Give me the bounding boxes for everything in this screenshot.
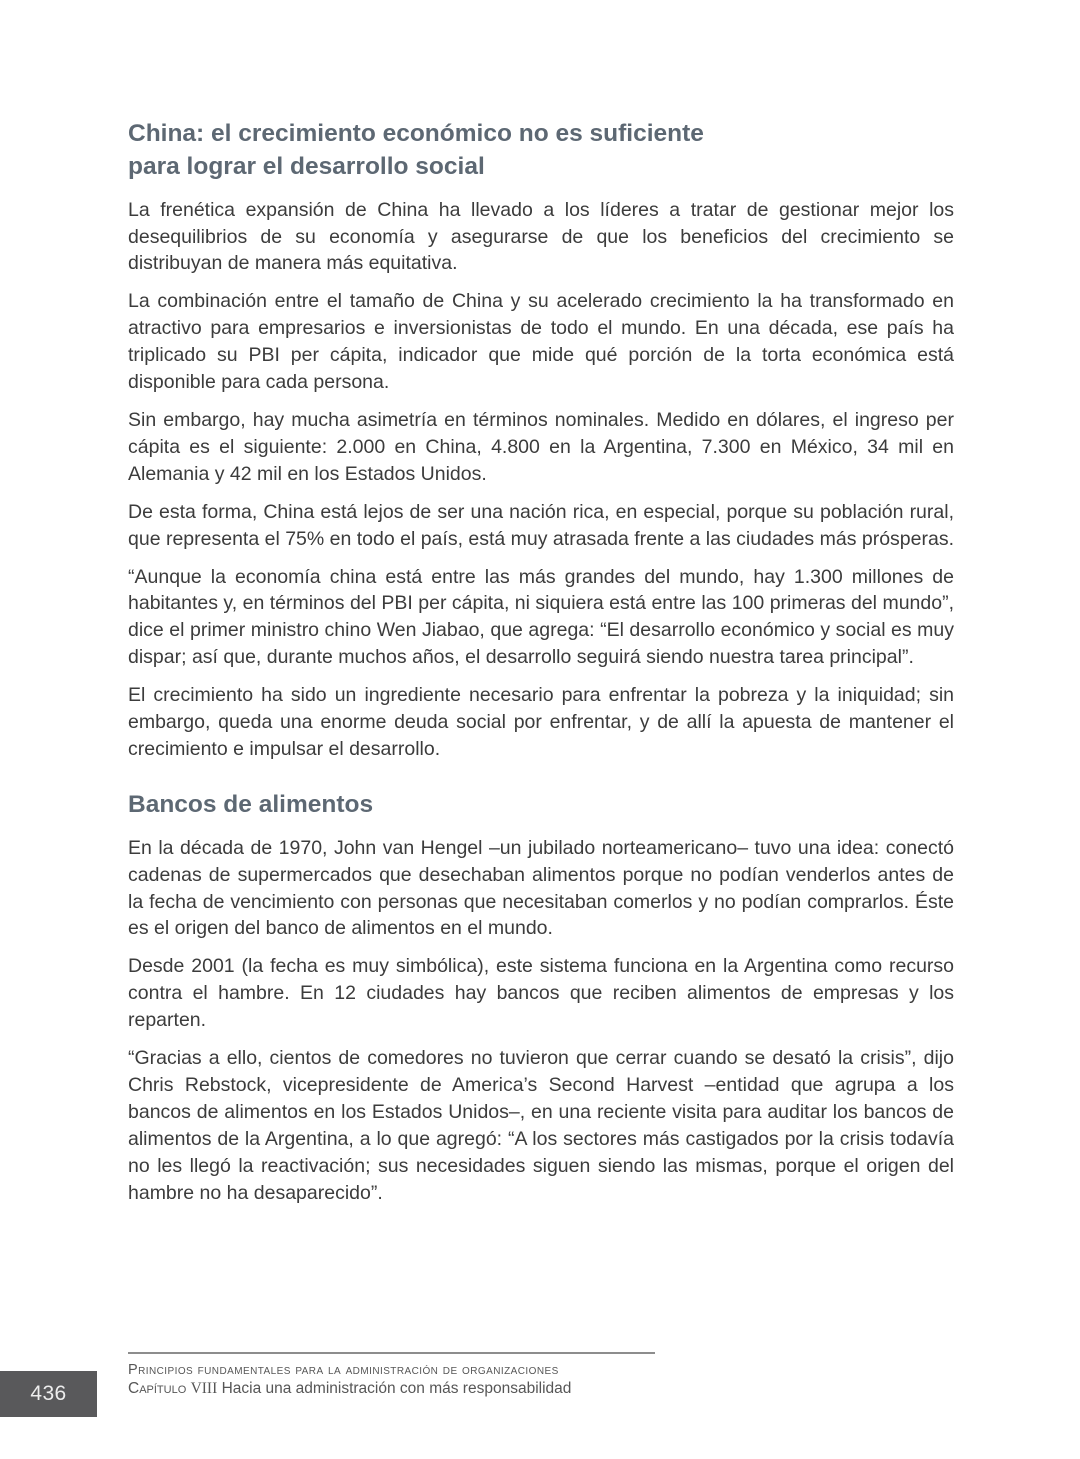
paragraph: La combinación entre el tamaño de China y su acelerado crecimiento la ha transformado en atractivo para empresarios e inversionistas de todo el mundo. En una década, ese país ha triplicado su PBI per cápita, indicador que mide qué porción de la torta económica está disponible para cada persona.	[128, 290, 954, 394]
paragraph: De esta forma, China está lejos de ser una nación rica, en especial, porque su población rural, que representa el 75% en todo el país, está muy atrasada frente a las ciudades más prósperas.	[128, 500, 954, 550]
page-number-badge	[0, 1371, 97, 1417]
section-heading-china	[128, 118, 954, 184]
section-china-growth	[128, 118, 954, 763]
section-food-banks	[128, 789, 954, 1207]
footer-series-title: Principios fundamentales para la administración de organizaciones	[128, 1362, 559, 1378]
paragraph: En la década de 1970, John van Hengel –un jubilado norteamericano– tuvo una idea: conectó cadenas de supermercados que desechaban alimentos porque no podían venderlos antes de la fecha de vencimiento con personas que necesitaban comerlos y no podían comprarlos. Éste es el origen del banco de alimentos en el mundo.	[128, 836, 954, 940]
paragraph: Sin embargo, hay mucha asimetría en términos nominales. Medido en dólares, el ingreso per cápita es el siguiente: 2.000 en China, 4.800 en la Argentina, 7.300 en México, 34 mil en Alemania y 42 mil en los Estados Unidos.	[128, 409, 954, 485]
paragraph: “Gracias a ello, cientos de comedores no tuvieron que cerrar cuando se desató la crisis”, dijo Chris Rebstock, vicepresidente de America’s Second Harvest –entidad que agrupa a los bancos de alimentos en los Estados Unidos–, en una reciente visita para auditar los bancos de alimentos de la Argentina, a lo que agregó: “A los sectores más castigados por la crisis todavía no les llegó la reactivación; sus necesidades siguen siendo las mismas, porque el origen del hambre no ha desaparecido”.	[128, 1047, 954, 1204]
page-footer	[128, 1352, 668, 1400]
page-content	[128, 118, 954, 1217]
footer-chapter-word: Capítulo	[128, 1380, 187, 1398]
footer-chapter-line	[128, 1379, 668, 1400]
heading-line: China: el crecimiento económico no es suficiente	[128, 120, 704, 147]
paragraph: Desde 2001 (la fecha es muy simbólica), este sistema funciona en la Argentina como recurso contra el hambre. En 12 ciudades hay bancos que reciben alimentos de empresas y los reparten.	[128, 955, 954, 1032]
paragraph: La frenética expansión de China ha llevado a los líderes a tratar de gestionar mejor los desequilibrios de su economía y asegurarse de que los beneficios del crecimiento se distribuyan de manera más equitativa.	[128, 198, 954, 275]
heading-line: Bancos de alimentos	[128, 790, 374, 818]
page-number: 436	[30, 1382, 67, 1405]
footer-divider	[128, 1352, 655, 1354]
paragraph: El crecimiento ha sido un ingrediente necesario para enfrentar la pobreza y la iniquidad; sin embargo, queda una enorme deuda social por enfrentar, y de allí la apuesta de mantener el crecimiento e impulsar el desarrollo.	[128, 684, 954, 760]
paragraph: “Aunque la economía china está entre las más grandes del mundo, hay 1.300 millones de habitantes y, en términos del PBI per cápita, ni siquiera está entre las 100 primeras del mundo”, dice el primer ministro chino Wen Jiabao, que agrega: “El desarrollo económico y social es muy dispar; así que, durante muchos años, el desarrollo seguirá siendo nuestra tarea principal”.	[128, 565, 954, 669]
section-heading-food-banks	[128, 789, 954, 822]
footer-chapter-title: Hacia una administración con más responsabilidad	[221, 1380, 572, 1398]
footer-chapter-numeral: VIII	[190, 1380, 218, 1398]
heading-line: para lograr el desarrollo social	[128, 152, 485, 180]
